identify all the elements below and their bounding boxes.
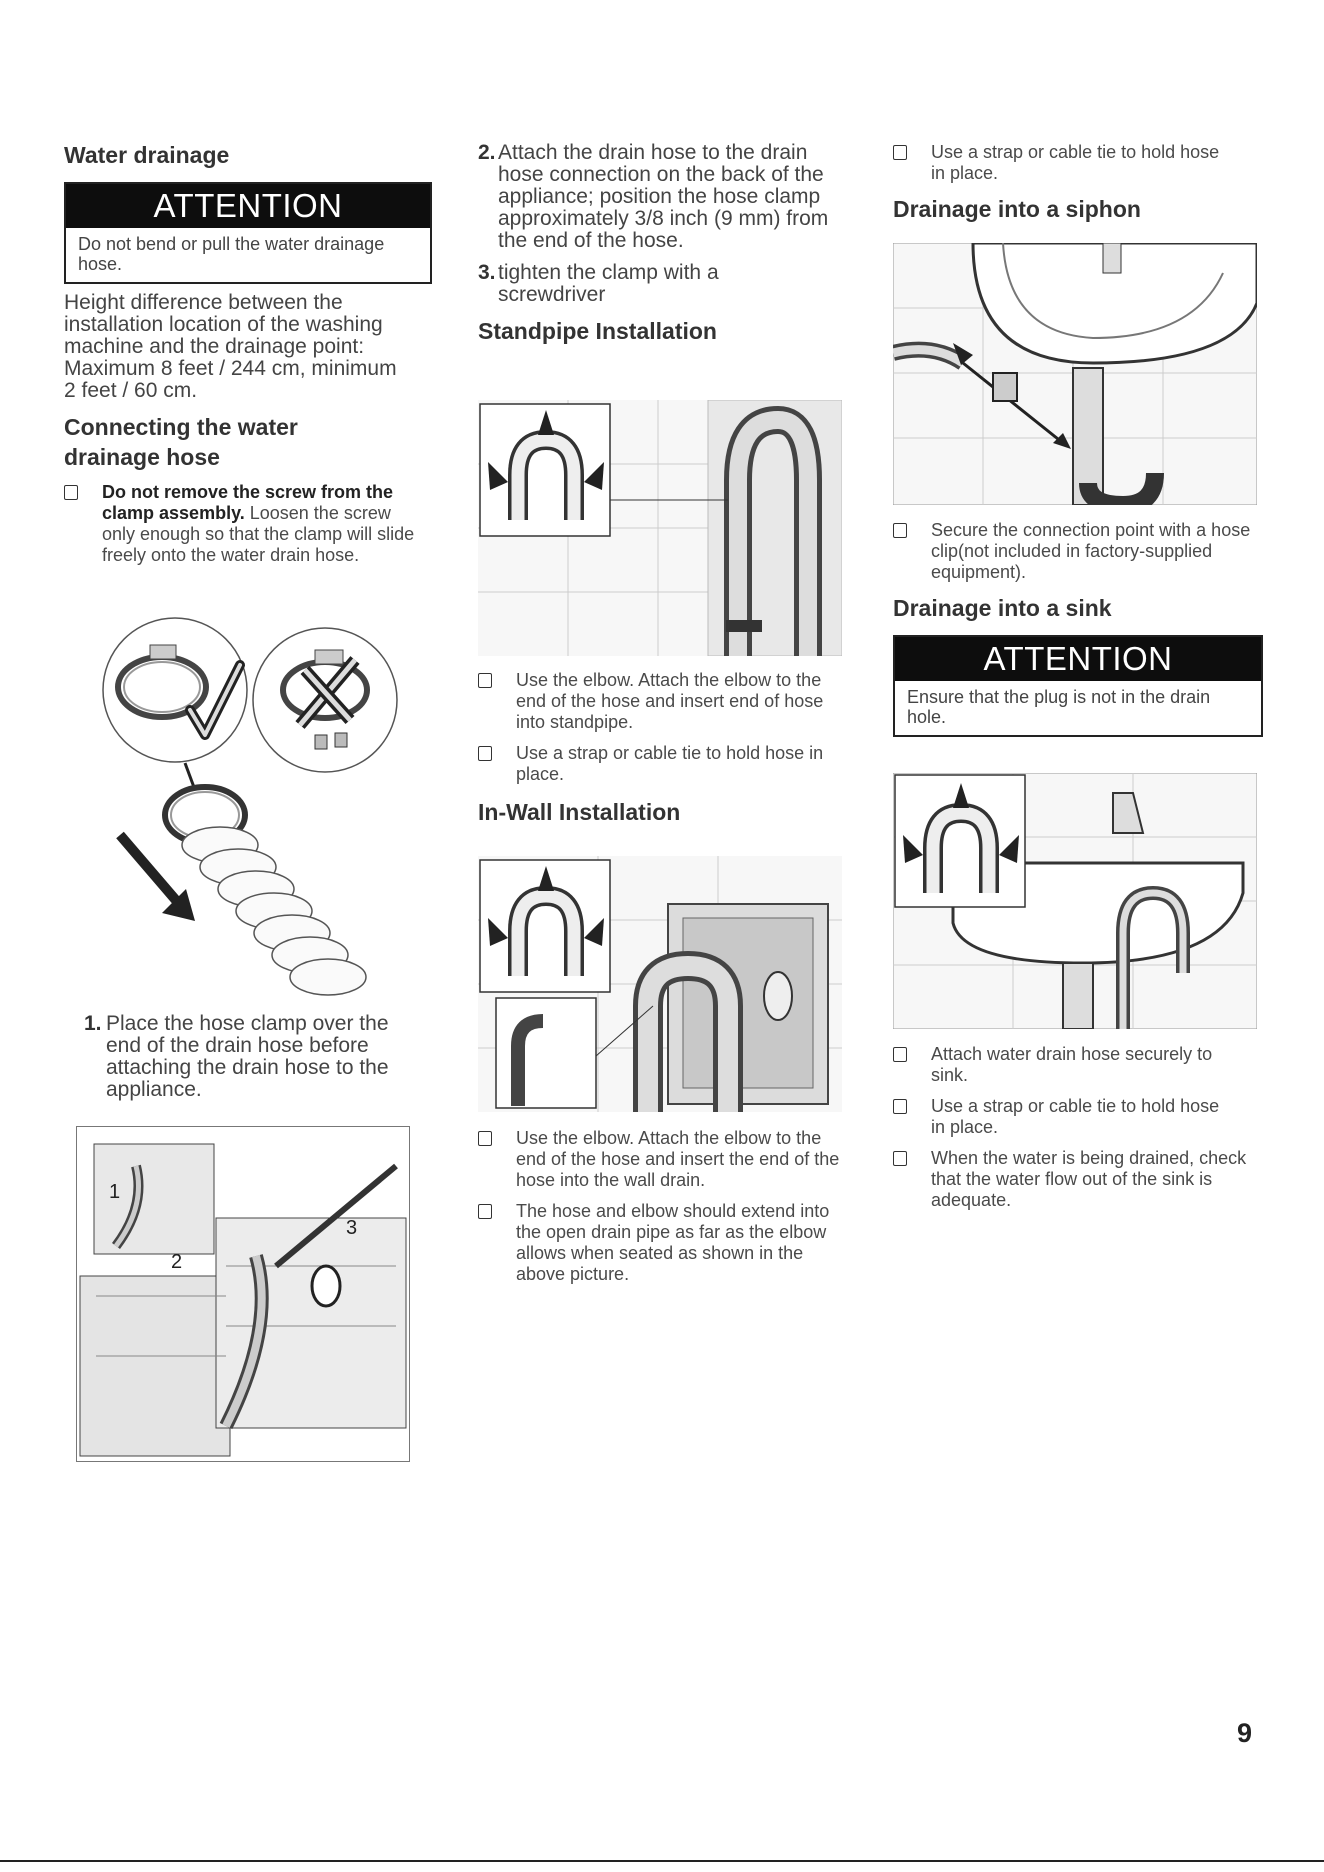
hose-clamp-illustration <box>100 615 410 1015</box>
fig-label-2: 2 <box>171 1251 183 1273</box>
column-3 <box>893 142 1260 224</box>
heading-standpipe: Standpipe Installation <box>478 318 717 344</box>
height-difference-text: Height difference between the installation location of the washing machine and the drainage point: Maximum 8 feet / 244 cm, minimum 2 feet / 60 cm. <box>64 291 397 402</box>
siphon-illustration <box>893 243 1257 505</box>
fig-label-1: 1 <box>109 1181 121 1203</box>
in-wall-bullets <box>478 1128 850 1285</box>
bullet-screw <box>64 482 420 566</box>
sink-bullet-2: Use a strap or cable tie to hold hose in place. <box>893 1096 1231 1138</box>
heading-sink: Drainage into a sink <box>893 595 1112 621</box>
in-wall-illustration <box>478 856 842 1112</box>
strap-bullet-top: Use a strap or cable tie to hold hose in place. <box>893 142 1231 184</box>
step-3-number: 3. <box>478 261 496 284</box>
standpipe-bullets <box>478 670 850 827</box>
step-3-text: tighten the clamp with a screwdriver <box>498 261 719 306</box>
siphon-bullet: Secure the connection point with a hose clip(not included in factory-supplied equipment). <box>893 520 1271 583</box>
bullet-screw-text: Loosen the screw only enough so that the clamp will slide freely onto the water drain hose. <box>102 503 415 565</box>
heading-in-wall: In-Wall Installation <box>478 799 681 825</box>
checkbox-icon <box>893 1047 907 1062</box>
step-2 <box>478 142 848 252</box>
siphon-bullets <box>893 520 1260 737</box>
standpipe-bullet-2: Use a strap or cable tie to hold hose in place. <box>478 743 850 785</box>
bottom-rule <box>0 1860 1324 1862</box>
step-2-text: Attach the drain hose to the drain hose connection on the back of the appliance; position the hose clamp approximately 3/8 inch (9 mm) from the end of the hose. <box>498 141 829 252</box>
attention-box-bend <box>64 182 432 284</box>
sink-bullet-1: Attach water drain hose securely to sink. <box>893 1044 1251 1086</box>
checkbox-icon <box>478 1204 492 1219</box>
page-number: 9 <box>1237 1718 1253 1748</box>
bullet-screw-bold: Do not remove the screw from the clamp assembly. <box>102 482 394 523</box>
checkbox-icon <box>478 1131 492 1146</box>
standpipe-illustration <box>478 400 842 656</box>
attention-box-plug <box>893 635 1263 737</box>
step-3 <box>478 262 798 306</box>
heading-connecting-hose: Connecting the water drainage hose <box>64 414 298 470</box>
checkbox-icon <box>478 746 492 761</box>
column-1 <box>64 138 420 566</box>
step-2-number: 2. <box>478 141 496 164</box>
checkbox-icon <box>64 485 78 500</box>
checkbox-icon <box>893 523 907 538</box>
heading-water-drainage: Water drainage <box>64 142 230 168</box>
sink-bullet-3: When the water is being drained, check that the water flow out of the sink is adequate. <box>893 1148 1251 1211</box>
appliance-back-illustration <box>76 1126 410 1462</box>
checkbox-icon <box>893 1151 907 1166</box>
fig-label-3: 3 <box>346 1217 358 1239</box>
in-wall-bullet-2: The hose and elbow should extend into the open drain pipe as far as the elbow allows when seated as shown in the above picture. <box>478 1201 846 1285</box>
column-2 <box>478 142 850 346</box>
sink-illustration <box>893 773 1257 1029</box>
in-wall-bullet-1: Use the elbow. Attach the elbow to the end of the hose and insert the end of the hose into the wall drain. <box>478 1128 850 1191</box>
attention-title: ATTENTION <box>66 184 430 228</box>
standpipe-bullet-1: Use the elbow. Attach the elbow to the end of the hose and insert end of hose into standpipe. <box>478 670 850 733</box>
checkbox-icon <box>893 1099 907 1114</box>
step-1 <box>84 1013 424 1101</box>
step-1-text: Place the hose clamp over the end of the drain hose before attaching the drain hose to the appliance. <box>106 1012 389 1101</box>
step-1-number: 1. <box>84 1012 102 1035</box>
attention-text: Do not bend or pull the water drainage hose. <box>78 234 385 274</box>
sink-bullets <box>893 1044 1260 1211</box>
column-1-lower <box>84 1013 424 1101</box>
checkbox-icon <box>478 673 492 688</box>
heading-siphon: Drainage into a siphon <box>893 196 1141 222</box>
attention-title: ATTENTION <box>895 637 1261 681</box>
checkbox-icon <box>893 145 907 160</box>
attention-text: Ensure that the plug is not in the drain hole. <box>907 687 1211 727</box>
